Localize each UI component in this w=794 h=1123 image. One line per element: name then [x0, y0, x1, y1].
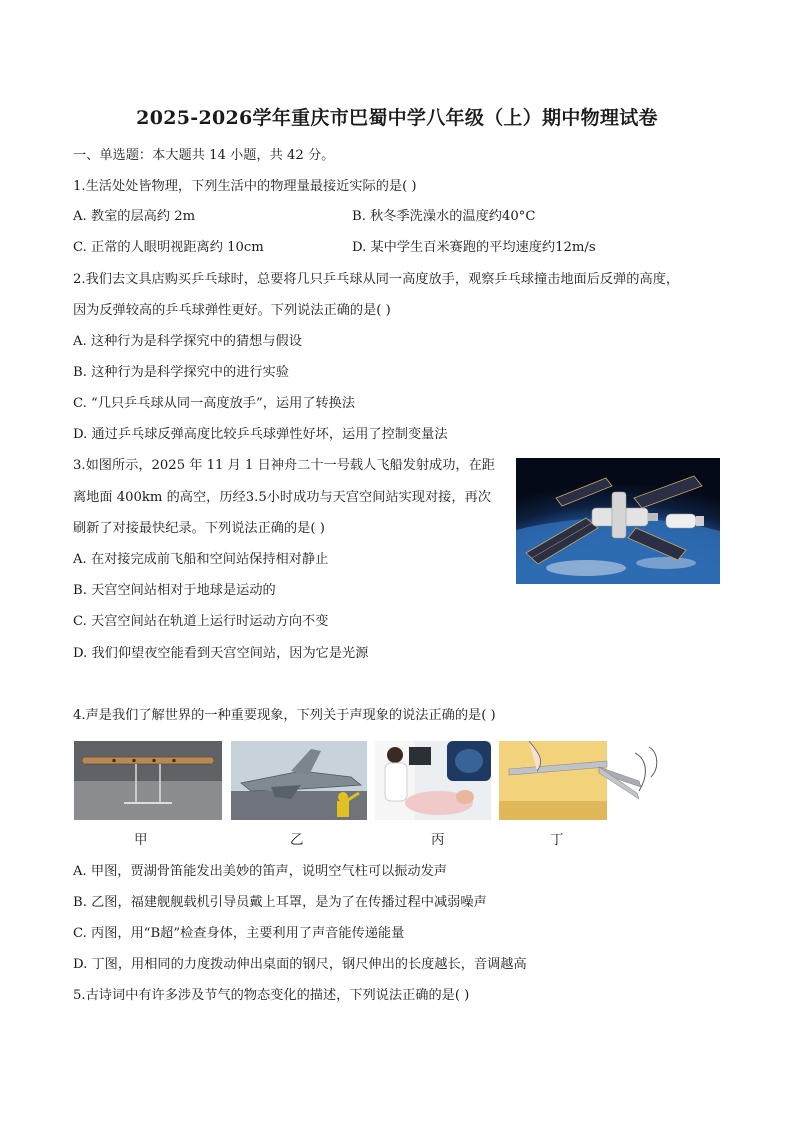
- q1-option-c: C. 正常的人眼明视距离约 10cm: [73, 240, 264, 255]
- caption-bing: 丙: [431, 832, 445, 848]
- q3-option-c: C. 天宫空间站在轨道上运行时运动方向不变: [73, 614, 329, 629]
- question-3-stem-line3: 刷新了对接最快纪录。下列说法正确的是( ): [73, 521, 325, 536]
- q4-option-a: A. 甲图，贾湖骨笛能发出美妙的笛声，说明空气柱可以振动发声: [73, 864, 447, 879]
- q2-option-c: C. “几只乒乓球从同一高度放手”，运用了转换法: [73, 396, 356, 411]
- question-4-stem: 4.声是我们了解世界的一种重要现象，下列关于声现象的说法正确的是( ): [73, 708, 496, 723]
- q1-option-b: B. 秋冬季洗澡水的温度约40°C: [352, 209, 536, 224]
- q1-option-d: D. 某中学生百米赛跑的平均速度约12m/s: [352, 240, 596, 255]
- q2-option-a: A. 这种行为是科学探究中的猜想与假设: [73, 334, 302, 349]
- q4-option-c: C. 丙图，用“B超”检查身体，主要利用了声音能传递能量: [73, 926, 405, 941]
- q3-option-d: D. 我们仰望夜空能看到天宫空间站，因为它是光源: [73, 646, 369, 661]
- question-2-stem-line2: 因为反弹较高的乒乓球弹性更好。下列说法正确的是( ): [73, 303, 391, 318]
- q1-option-a: A. 教室的层高约 2m: [73, 209, 196, 224]
- q4-option-b: B. 乙图，福建舰舰载机引导员戴上耳罩，是为了在传播过程中减弱噪声: [73, 895, 487, 910]
- ultrasound-image: [375, 741, 491, 820]
- q3-option-a: A. 在对接完成前飞船和空间站保持相对静止: [73, 552, 329, 567]
- page-title: 2025-2026学年重庆市巴蜀中学八年级（上）期中物理试卷: [136, 107, 658, 129]
- section-heading: 一、单选题：本大题共 14 小题，共 42 分。: [73, 148, 335, 163]
- q4-option-d: D. 丁图，用相同的力度拨动伸出桌面的钢尺，钢尺伸出的长度越长，音调越高: [73, 957, 527, 972]
- question-2-stem-line1: 2.我们去文具店购买乒乓球时，总要将几只乒乓球从同一高度放手，观察乒乓球撞击地面后反弹的高度，: [73, 272, 680, 287]
- caption-jia: 甲: [134, 832, 148, 848]
- question-5-stem: 5.古诗词中有许多涉及节气的物态变化的描述，下列说法正确的是( ): [73, 988, 470, 1003]
- q2-option-b: B. 这种行为是科学探究中的进行实验: [73, 365, 289, 380]
- question-3-stem-line2: 离地面 400km 的高空，历经3.5小时成功与天宫空间站实现对接，再次: [73, 490, 491, 505]
- aircraft-carrier-image: [231, 741, 367, 820]
- question-3-stem-line1: 3.如图所示，2025 年 11 月 1 日神舟二十一号载人飞船发射成功，在距: [73, 458, 495, 473]
- question-1-stem: 1.生活处处皆物理，下列生活中的物理量最接近实际的是( ): [73, 179, 417, 194]
- caption-ding: 丁: [550, 832, 564, 848]
- q2-option-d: D. 通过乒乓球反弹高度比较乒乓球弹性好坏，运用了控制变量法: [73, 427, 448, 442]
- caption-yi: 乙: [290, 832, 304, 848]
- steel-ruler-image: [499, 741, 667, 820]
- bone-flute-image: [74, 741, 222, 820]
- q3-option-b: B. 天宫空间站相对于地球是运动的: [73, 583, 276, 598]
- space-station-image: [516, 458, 720, 584]
